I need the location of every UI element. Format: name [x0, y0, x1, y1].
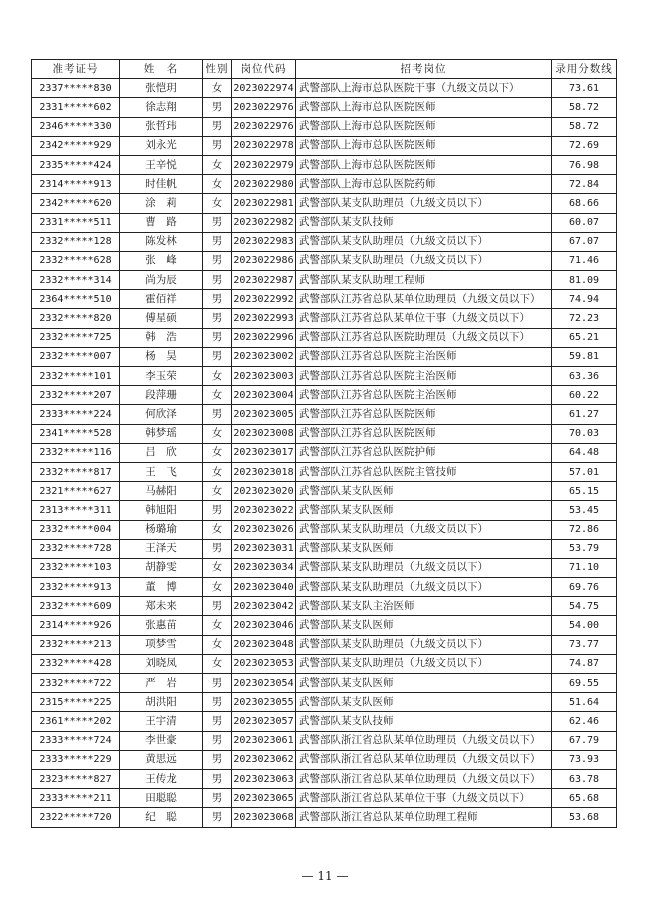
cell-name: 韩旭阳 [120, 501, 203, 520]
cell-position: 武警部队江苏省总队某单位助理员（九级文员以下） [296, 290, 552, 309]
cell-name: 陈发林 [120, 232, 203, 251]
cell-gender: 女 [203, 443, 232, 462]
cell-position: 武警部队江苏省总队医院主治医师 [296, 347, 552, 366]
cell-position: 武警部队浙江省总队某单位助理员（九级文员以下） [296, 769, 552, 788]
cell-position: 武警部队江苏省总队医院主治医师 [296, 367, 552, 386]
cell-gender: 男 [203, 789, 232, 808]
cell-position-code: 2023023020 [232, 482, 296, 501]
cell-position-code: 2023022976 [232, 98, 296, 117]
cell-score: 71.46 [552, 251, 617, 270]
table-row [32, 194, 617, 213]
cell-gender: 男 [203, 271, 232, 290]
table-row [32, 558, 617, 577]
cell-exam-id: 2332*****428 [32, 654, 120, 673]
cell-position-code: 2023023002 [232, 347, 296, 366]
cell-gender: 男 [203, 213, 232, 232]
cell-name: 何欣泽 [120, 405, 203, 424]
table-row [32, 386, 617, 405]
cell-gender: 女 [203, 79, 232, 98]
cell-score: 68.66 [552, 194, 617, 213]
cell-gender: 女 [203, 462, 232, 481]
table-row [32, 808, 617, 827]
cell-name: 项梦雪 [120, 635, 203, 654]
cell-gender: 男 [203, 251, 232, 270]
cell-position-code: 2023023046 [232, 616, 296, 635]
cell-gender: 女 [203, 175, 232, 194]
cell-name: 徐志翔 [120, 98, 203, 117]
cell-exam-id: 2337*****830 [32, 79, 120, 98]
table-row [32, 578, 617, 597]
table-row [32, 175, 617, 194]
cell-position: 武警部队上海市总队医院医师 [296, 98, 552, 117]
cell-name: 王辛悦 [120, 155, 203, 174]
cell-position: 武警部队某支队助理员（九级文员以下） [296, 251, 552, 270]
cell-name: 胡洪阳 [120, 693, 203, 712]
table-row [32, 539, 617, 558]
header-row [32, 60, 617, 79]
cell-position: 武警部队江苏省总队医院护师 [296, 443, 552, 462]
cell-position: 武警部队某支队医师 [296, 482, 552, 501]
cell-name: 严 岩 [120, 674, 203, 693]
cell-exam-id: 2323*****827 [32, 769, 120, 788]
cell-gender: 女 [203, 155, 232, 174]
results-sheet [31, 59, 616, 828]
cell-gender: 男 [203, 405, 232, 424]
cell-score: 73.61 [552, 79, 617, 98]
cell-name: 胡静雯 [120, 558, 203, 577]
cell-position: 武警部队某支队助理工程师 [296, 271, 552, 290]
table-row [32, 501, 617, 520]
cell-gender: 女 [203, 482, 232, 501]
table-row [32, 213, 617, 232]
cell-score: 73.77 [552, 635, 617, 654]
cell-position: 武警部队浙江省总队某单位干事（九级文员以下） [296, 789, 552, 808]
cell-gender: 女 [203, 654, 232, 673]
cell-name: 王宇清 [120, 712, 203, 731]
cell-name: 黄思远 [120, 750, 203, 769]
table-row [32, 290, 617, 309]
cell-score: 74.87 [552, 654, 617, 673]
cell-position-code: 2023022978 [232, 136, 296, 155]
cell-name: 韩 浩 [120, 328, 203, 347]
cell-position: 武警部队某支队医师 [296, 501, 552, 520]
cell-score: 73.93 [552, 750, 617, 769]
cell-exam-id: 2335*****424 [32, 155, 120, 174]
cell-position-code: 2023022986 [232, 251, 296, 270]
cell-position-code: 2023023026 [232, 520, 296, 539]
cell-exam-id: 2332*****007 [32, 347, 120, 366]
cell-gender: 男 [203, 731, 232, 750]
cell-position: 武警部队某支队助理员（九级文员以下） [296, 194, 552, 213]
table-row [32, 251, 617, 270]
cell-name: 段萍珊 [120, 386, 203, 405]
cell-gender: 女 [203, 578, 232, 597]
cell-score: 81.09 [552, 271, 617, 290]
cell-position-code: 2023023061 [232, 731, 296, 750]
table-row [32, 712, 617, 731]
table-row [32, 693, 617, 712]
cell-position-code: 2023022983 [232, 232, 296, 251]
cell-position-code: 2023022996 [232, 328, 296, 347]
cell-position: 武警部队某支队助理员（九级文员以下） [296, 232, 552, 251]
cell-position-code: 2023023017 [232, 443, 296, 462]
cell-position: 武警部队某支队助理员（九级文员以下） [296, 578, 552, 597]
cell-gender: 女 [203, 520, 232, 539]
cell-score: 54.00 [552, 616, 617, 635]
cell-exam-id: 2333*****211 [32, 789, 120, 808]
cell-gender: 男 [203, 136, 232, 155]
cell-exam-id: 2332*****820 [32, 309, 120, 328]
table-row [32, 731, 617, 750]
cell-position-code: 2023023003 [232, 367, 296, 386]
cell-score: 74.94 [552, 290, 617, 309]
cell-gender: 男 [203, 328, 232, 347]
cell-position-code: 2023023004 [232, 386, 296, 405]
cell-score: 53.79 [552, 539, 617, 558]
cell-exam-id: 2333*****224 [32, 405, 120, 424]
table-row [32, 309, 617, 328]
cell-score: 69.76 [552, 578, 617, 597]
cell-gender: 女 [203, 194, 232, 213]
cell-exam-id: 2313*****311 [32, 501, 120, 520]
cell-exam-id: 2332*****101 [32, 367, 120, 386]
cell-name: 杨璐瑜 [120, 520, 203, 539]
cell-exam-id: 2364*****510 [32, 290, 120, 309]
cell-position: 武警部队某支队医师 [296, 616, 552, 635]
cell-position-code: 2023023063 [232, 769, 296, 788]
cell-gender: 男 [203, 501, 232, 520]
cell-exam-id: 2314*****926 [32, 616, 120, 635]
cell-exam-id: 2332*****609 [32, 597, 120, 616]
cell-position-code: 2023022992 [232, 290, 296, 309]
cell-gender: 男 [203, 693, 232, 712]
cell-name: 王 飞 [120, 462, 203, 481]
cell-position-code: 2023023057 [232, 712, 296, 731]
cell-gender: 女 [203, 635, 232, 654]
cell-score: 72.23 [552, 309, 617, 328]
cell-position-code: 2023023065 [232, 789, 296, 808]
header-position-code: 岗位代码 [232, 60, 296, 79]
cell-name: 尚为辰 [120, 271, 203, 290]
table-row [32, 155, 617, 174]
cell-position-code: 2023022987 [232, 271, 296, 290]
cell-gender: 男 [203, 539, 232, 558]
cell-name: 刘永光 [120, 136, 203, 155]
cell-exam-id: 2346*****330 [32, 117, 120, 136]
cell-position: 武警部队江苏省总队医院医师 [296, 405, 552, 424]
cell-position: 武警部队江苏省总队医院主治医师 [296, 386, 552, 405]
table-row [32, 597, 617, 616]
cell-name: 张惠苗 [120, 616, 203, 635]
table-row [32, 789, 617, 808]
cell-exam-id: 2332*****116 [32, 443, 120, 462]
cell-exam-id: 2333*****724 [32, 731, 120, 750]
cell-score: 65.68 [552, 789, 617, 808]
admission-table [31, 59, 617, 828]
cell-position-code: 2023022982 [232, 213, 296, 232]
table-row [32, 117, 617, 136]
cell-gender: 男 [203, 232, 232, 251]
cell-position: 武警部队浙江省总队某单位助理员（九级文员以下） [296, 731, 552, 750]
header-score: 录用分数线 [552, 60, 617, 79]
cell-score: 63.78 [552, 769, 617, 788]
cell-name: 郑未来 [120, 597, 203, 616]
cell-score: 60.07 [552, 213, 617, 232]
cell-name: 李世豪 [120, 731, 203, 750]
table-row [32, 750, 617, 769]
cell-score: 65.15 [552, 482, 617, 501]
cell-position: 武警部队上海市总队医院药师 [296, 175, 552, 194]
cell-score: 62.46 [552, 712, 617, 731]
cell-gender: 男 [203, 117, 232, 136]
cell-gender: 女 [203, 558, 232, 577]
cell-position: 武警部队某支队医师 [296, 674, 552, 693]
header-position: 招考岗位 [296, 60, 552, 79]
cell-exam-id: 2341*****528 [32, 424, 120, 443]
cell-exam-id: 2332*****628 [32, 251, 120, 270]
cell-score: 71.10 [552, 558, 617, 577]
table-row [32, 769, 617, 788]
cell-exam-id: 2332*****128 [32, 232, 120, 251]
cell-position-code: 2023023005 [232, 405, 296, 424]
cell-gender: 男 [203, 347, 232, 366]
cell-score: 63.36 [552, 367, 617, 386]
cell-position: 武警部队某支队助理员（九级文员以下） [296, 635, 552, 654]
cell-position-code: 2023023031 [232, 539, 296, 558]
cell-position-code: 2023022974 [232, 79, 296, 98]
header-exam-id: 准考证号 [32, 60, 120, 79]
table-row [32, 136, 617, 155]
cell-exam-id: 2314*****913 [32, 175, 120, 194]
cell-position: 武警部队某支队助理员（九级文员以下） [296, 654, 552, 673]
header-gender: 性别 [203, 60, 232, 79]
cell-position: 武警部队上海市总队医院医师 [296, 117, 552, 136]
table-row [32, 424, 617, 443]
cell-position-code: 2023023040 [232, 578, 296, 597]
cell-position-code: 2023023018 [232, 462, 296, 481]
cell-position-code: 2023023034 [232, 558, 296, 577]
cell-gender: 男 [203, 290, 232, 309]
cell-position: 武警部队浙江省总队某单位助理员（九级文员以下） [296, 750, 552, 769]
header-name: 姓 名 [120, 60, 203, 79]
cell-position: 武警部队江苏省总队医院医师 [296, 424, 552, 443]
cell-gender: 男 [203, 597, 232, 616]
cell-exam-id: 2332*****004 [32, 520, 120, 539]
cell-position: 武警部队江苏省总队医院主管技师 [296, 462, 552, 481]
cell-score: 58.72 [552, 117, 617, 136]
table-row [32, 520, 617, 539]
cell-name: 李玉荣 [120, 367, 203, 386]
cell-name: 张哲玮 [120, 117, 203, 136]
cell-exam-id: 2331*****602 [32, 98, 120, 117]
cell-score: 67.79 [552, 731, 617, 750]
cell-position-code: 2023023022 [232, 501, 296, 520]
cell-position-code: 2023023055 [232, 693, 296, 712]
table-row [32, 347, 617, 366]
cell-name: 吕 欣 [120, 443, 203, 462]
table-row [32, 616, 617, 635]
cell-name: 纪 聪 [120, 808, 203, 827]
cell-exam-id: 2332*****213 [32, 635, 120, 654]
cell-position-code: 2023023008 [232, 424, 296, 443]
cell-exam-id: 2332*****817 [32, 462, 120, 481]
cell-position-code: 2023023068 [232, 808, 296, 827]
cell-exam-id: 2315*****225 [32, 693, 120, 712]
cell-score: 69.55 [552, 674, 617, 693]
cell-score: 70.03 [552, 424, 617, 443]
cell-score: 57.01 [552, 462, 617, 481]
cell-name: 张恺玥 [120, 79, 203, 98]
cell-position-code: 2023022993 [232, 309, 296, 328]
table-row [32, 98, 617, 117]
cell-exam-id: 2332*****722 [32, 674, 120, 693]
cell-position-code: 2023022980 [232, 175, 296, 194]
cell-name: 杨 昊 [120, 347, 203, 366]
table-row [32, 405, 617, 424]
cell-name: 田聪聪 [120, 789, 203, 808]
cell-gender: 男 [203, 750, 232, 769]
cell-name: 马赫阳 [120, 482, 203, 501]
cell-name: 王传龙 [120, 769, 203, 788]
cell-exam-id: 2332*****207 [32, 386, 120, 405]
cell-gender: 男 [203, 674, 232, 693]
cell-gender: 女 [203, 616, 232, 635]
cell-exam-id: 2331*****511 [32, 213, 120, 232]
table-row [32, 674, 617, 693]
cell-score: 53.45 [552, 501, 617, 520]
cell-position-code: 2023023042 [232, 597, 296, 616]
cell-position-code: 2023022976 [232, 117, 296, 136]
table-row [32, 271, 617, 290]
cell-name: 时佳帆 [120, 175, 203, 194]
cell-position: 武警部队江苏省总队某单位干事（九级文员以下） [296, 309, 552, 328]
cell-name: 涂 莉 [120, 194, 203, 213]
cell-position: 武警部队某支队技师 [296, 712, 552, 731]
cell-score: 51.64 [552, 693, 617, 712]
cell-position: 武警部队江苏省总队医院助理员（九级文员以下） [296, 328, 552, 347]
cell-exam-id: 2322*****720 [32, 808, 120, 827]
cell-score: 76.98 [552, 155, 617, 174]
cell-exam-id: 2332*****314 [32, 271, 120, 290]
cell-position-code: 2023022981 [232, 194, 296, 213]
table-body [32, 79, 617, 827]
cell-score: 64.48 [552, 443, 617, 462]
cell-exam-id: 2332*****913 [32, 578, 120, 597]
cell-exam-id: 2333*****229 [32, 750, 120, 769]
cell-gender: 男 [203, 98, 232, 117]
cell-score: 54.75 [552, 597, 617, 616]
cell-position: 武警部队上海市总队医院干事（九级文员以下） [296, 79, 552, 98]
cell-name: 傅星硕 [120, 309, 203, 328]
table-row [32, 635, 617, 654]
cell-position-code: 2023023048 [232, 635, 296, 654]
cell-name: 王泽天 [120, 539, 203, 558]
cell-position-code: 2023023053 [232, 654, 296, 673]
cell-score: 61.27 [552, 405, 617, 424]
cell-score: 59.81 [552, 347, 617, 366]
cell-score: 72.84 [552, 175, 617, 194]
table-row [32, 79, 617, 98]
table-row [32, 462, 617, 481]
table-row [32, 367, 617, 386]
cell-position: 武警部队某支队医师 [296, 693, 552, 712]
cell-position-code: 2023022979 [232, 155, 296, 174]
cell-gender: 男 [203, 309, 232, 328]
cell-name: 曹 路 [120, 213, 203, 232]
cell-score: 53.68 [552, 808, 617, 827]
table-row [32, 482, 617, 501]
cell-position-code: 2023023054 [232, 674, 296, 693]
cell-gender: 男 [203, 769, 232, 788]
cell-exam-id: 2361*****202 [32, 712, 120, 731]
cell-name: 韩梦瑶 [120, 424, 203, 443]
cell-position-code: 2023023062 [232, 750, 296, 769]
cell-exam-id: 2342*****929 [32, 136, 120, 155]
cell-gender: 男 [203, 808, 232, 827]
cell-position: 武警部队某支队助理员（九级文员以下） [296, 520, 552, 539]
cell-position: 武警部队某支队助理员（九级文员以下） [296, 558, 552, 577]
cell-score: 67.07 [552, 232, 617, 251]
cell-gender: 男 [203, 712, 232, 731]
cell-position: 武警部队某支队技师 [296, 213, 552, 232]
cell-gender: 女 [203, 424, 232, 443]
table-row [32, 232, 617, 251]
cell-exam-id: 2332*****728 [32, 539, 120, 558]
cell-name: 董 博 [120, 578, 203, 597]
table-row [32, 328, 617, 347]
cell-position: 武警部队上海市总队医院医师 [296, 136, 552, 155]
table-row [32, 654, 617, 673]
cell-name: 刘晓凤 [120, 654, 203, 673]
cell-score: 58.72 [552, 98, 617, 117]
cell-score: 72.69 [552, 136, 617, 155]
cell-exam-id: 2342*****620 [32, 194, 120, 213]
cell-exam-id: 2332*****103 [32, 558, 120, 577]
cell-exam-id: 2332*****725 [32, 328, 120, 347]
cell-name: 霍佰祥 [120, 290, 203, 309]
cell-score: 65.21 [552, 328, 617, 347]
cell-exam-id: 2321*****627 [32, 482, 120, 501]
cell-position: 武警部队某支队主治医师 [296, 597, 552, 616]
cell-gender: 女 [203, 367, 232, 386]
table-row [32, 443, 617, 462]
cell-position: 武警部队浙江省总队某单位助理工程师 [296, 808, 552, 827]
cell-position: 武警部队上海市总队医院医师 [296, 155, 552, 174]
cell-score: 72.86 [552, 520, 617, 539]
cell-score: 60.22 [552, 386, 617, 405]
cell-gender: 女 [203, 386, 232, 405]
page-number: — 11 — [301, 869, 349, 883]
cell-name: 张 峰 [120, 251, 203, 270]
cell-position: 武警部队某支队医师 [296, 539, 552, 558]
